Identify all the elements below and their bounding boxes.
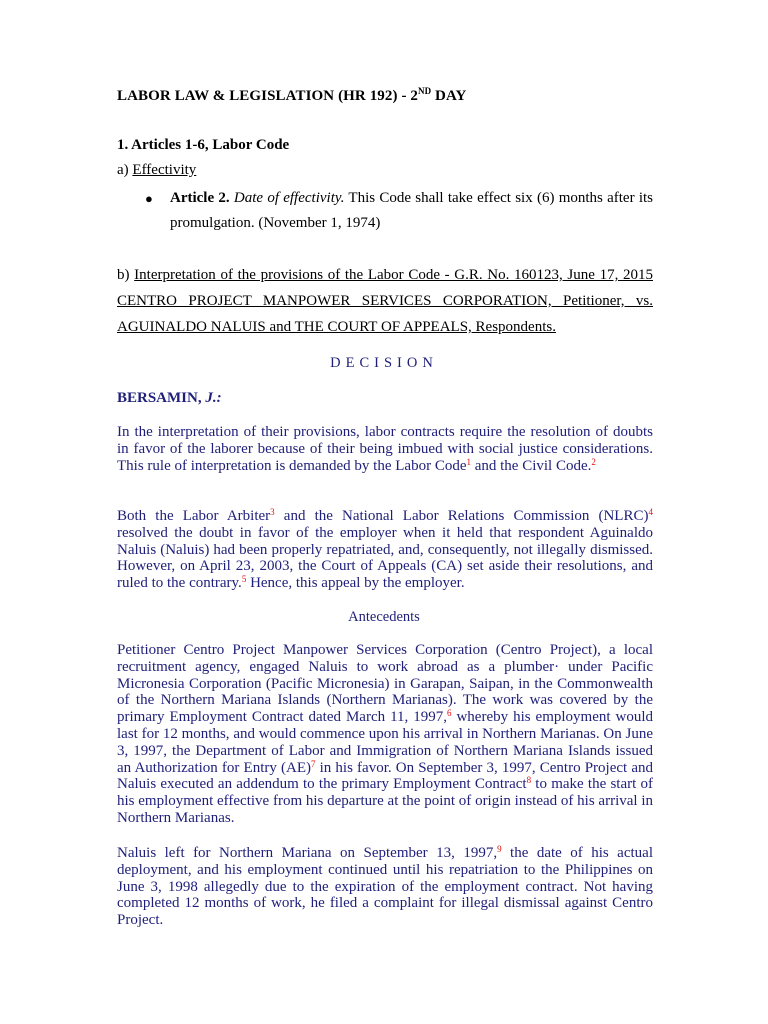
article-italic-title: Date of effectivity. bbox=[233, 190, 345, 206]
paragraph-4: Naluis left for Northern Mariana on September 13, 1997,$^9$ the date of his actual deployment, and his employment continued until his repatriation to the Philippines on June 3, 1998 allegedly due to the expiration of the employment contract. Not having completed 12 months of work, he filed a complaint for illegal dismissal against Centro Project. bbox=[117, 844, 653, 929]
bullet-text bbox=[170, 186, 653, 236]
footnote-marker[interactable]: 1 bbox=[466, 456, 471, 467]
subheading-prefix: b) bbox=[117, 267, 135, 283]
document-title bbox=[117, 86, 466, 105]
title-tail: DAY bbox=[431, 88, 467, 104]
title-text: LABOR LAW & LEGISLATION (HR 192) - 2 bbox=[117, 88, 418, 104]
subheading-interpretation bbox=[117, 262, 653, 340]
subheading-prefix: a) bbox=[117, 162, 133, 178]
subheading-label: Effectivity bbox=[132, 162, 197, 178]
footnote-marker[interactable]: 5 bbox=[241, 574, 247, 585]
footnote-marker[interactable]: 8 bbox=[526, 775, 532, 786]
title-superscript: ND bbox=[418, 86, 432, 96]
case-citation: Interpretation of the provisions of the Labor Code - G.R. No. 160123, June 17, 2015 CENTRO PROJECT MANPOWER SERVICES CORPORATION, Petitioner, vs. AGUINALDO NALUIS and THE COURT OF APPEALS, Respondents. bbox=[117, 267, 653, 335]
ponente bbox=[117, 390, 222, 407]
subheading-effectivity bbox=[117, 162, 196, 179]
footnote-marker[interactable]: 2 bbox=[591, 456, 596, 467]
section-heading-articles: 1. Articles 1-6, Labor Code bbox=[117, 137, 290, 153]
paragraph-2: Both the Labor Arbiter$^3$ and the National Labor Relations Commission (NLRC)$^4$ resolved the doubt in favor of the employer when it held that respondent Aguinaldo Naluis (Naluis) had been properly repatriated, and, consequently, not illegally dismissed. However, on April 23, 2003, the Court of Appeals (CA) set aside their resolutions, and ruled to the contrary.$^5$ Hence, this appeal by the employer. bbox=[117, 507, 653, 592]
footnote-marker[interactable]: 6 bbox=[447, 708, 452, 719]
article-label: Article 2. bbox=[170, 190, 230, 206]
ponente-name: BERSAMIN, bbox=[117, 390, 202, 406]
footnote-marker[interactable]: 4 bbox=[648, 507, 653, 517]
bullet-icon: ● bbox=[145, 191, 153, 206]
ponente-suffix: J.: bbox=[205, 390, 222, 406]
paragraph-1: In the interpretation of their provisions, labor contracts require the resolution of doubts in favor of the laborer because of their being imbued with social justice considerations. This rule of interpretation is demanded by the Labor Code$^1$ and the Civil Code.$^2$ bbox=[117, 424, 653, 474]
footnote-marker[interactable]: 7 bbox=[310, 758, 316, 769]
paragraph-3: Petitioner Centro Project Manpower Services Corporation (Centro Project), a local recruitment agency, engaged Naluis to work abroad as a plumber· under Pacific Micronesia Corporation (Pacific Micronesia) in Garapan, Saipan, in the Commonwealth of the Northern Mariana Islands (Northern Marianas). The work was covered by the primary Employment Contract dated March 11, 1997,$^6$ whereby his employment would last for 12 months, and would commence upon his arrival in Northern Marianas. On June 3, 1997, the Department of Labor and Immigration of Northern Mariana Islands issued an Authorization for Entry (AE)$^7$ in his favor. On September 3, 1997, Centro Project and Naluis executed an addendum to the primary Employment Contract$^8$ to make the start of his employment effective from his departure at the point of origin instead of his arrival in Northern Marianas. bbox=[117, 642, 654, 826]
article-body: This Code shall take effect six (6) months after its promulgation. (November 1, 1974) bbox=[170, 190, 654, 231]
footnote-marker[interactable]: 3 bbox=[270, 507, 275, 517]
decision-heading: DECISION bbox=[330, 355, 438, 371]
footnote-marker[interactable]: 9 bbox=[497, 844, 502, 854]
antecedents-heading: Antecedents bbox=[348, 609, 420, 625]
